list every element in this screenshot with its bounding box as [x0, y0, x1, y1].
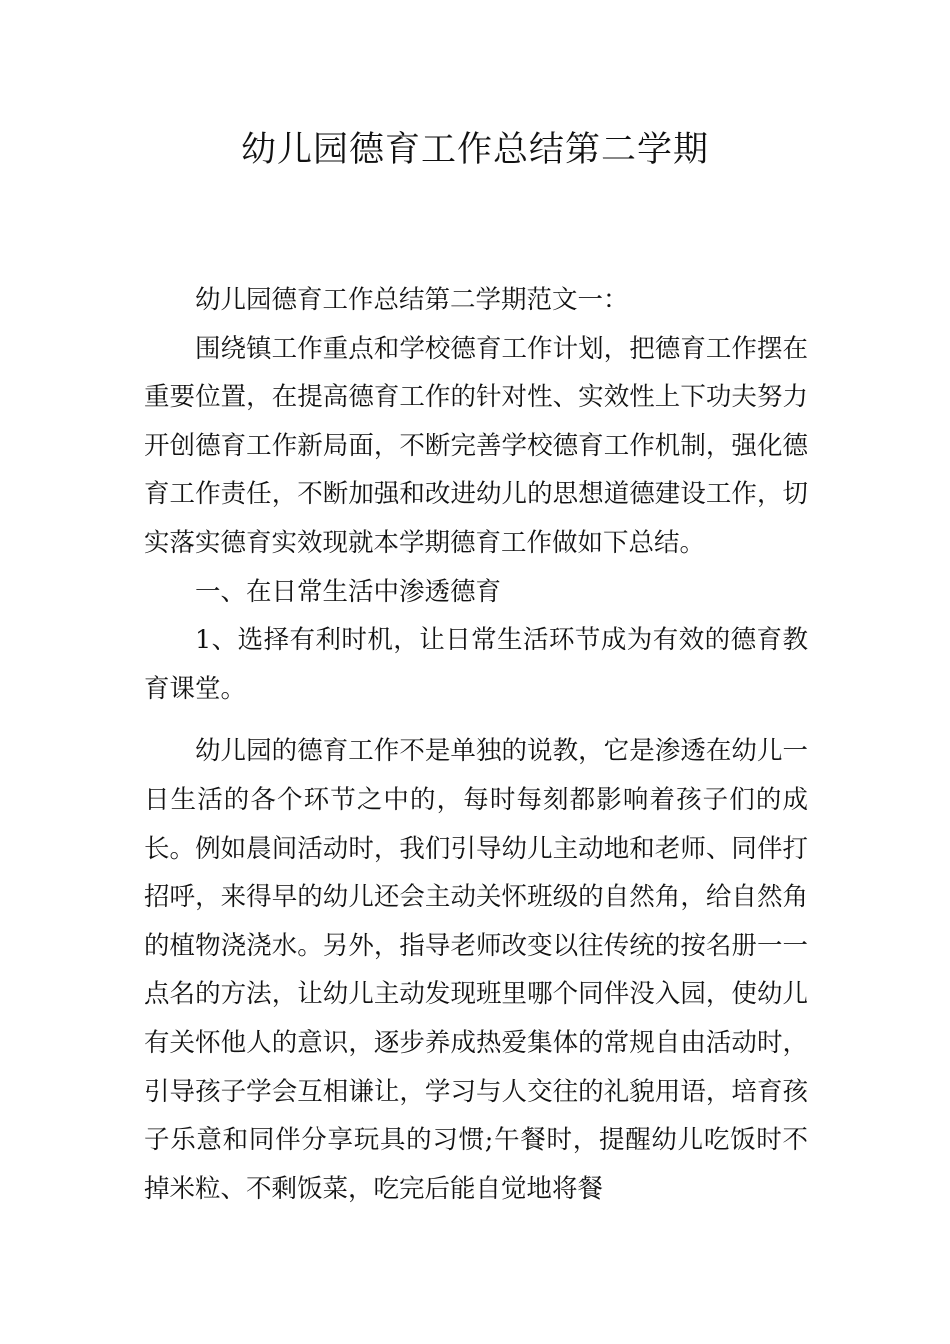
paragraph-spacer — [144, 713, 808, 727]
paragraph-intro: 围绕镇工作重点和学校德育工作计划，把德育工作摆在重要位置，在提高德育工作的针对性、实效性上下功夫努力开创德育工作新局面，不断完善学校德育工作机制，强化德育工作责任，不断加强和改进幼儿的思想道德建设工作，切实落实德育实效现就本学期德育工作做如下总结。 — [144, 333, 808, 558]
section-heading-daily-life: 一、在日常生活中渗透德育 — [195, 576, 502, 607]
subsection-heading-1: 1、选择有利时机，让日常生活环节成为有效的德育教育课堂。 — [144, 625, 808, 704]
document-body — [144, 276, 808, 1213]
paragraph-daily-moral-education: 幼儿园的德育工作不是单独的说教，它是渗透在幼儿一日生活的各个环节之中的，每时每刻都影响着孩子们的成长。例如晨间活动时，我们引导幼儿主动地和老师、同伴打招呼，来得早的幼儿还会主动关怀班级的自然角，给自然角的植物浇浇水。另外，指导老师改变以往传统的按名册一一点名的方法，让幼儿主动发现班里哪个同伴没入园，使幼儿有关怀他人的意识，逐步养成热爱集体的常规自由活动时，引导孩子学会互相谦让，学习与人交往的礼貌用语，培育孩子乐意和同伴分享玩具的习惯;午餐时，提醒幼儿吃饭时不掉米粒、不剩饭菜，吃完后能自觉地将餐 — [144, 736, 808, 1204]
paragraph-heading-sample: 幼儿园德育工作总结第二学期范文一： — [195, 285, 629, 315]
document-title: 幼儿园德育工作总结第二学期 — [240, 130, 709, 170]
